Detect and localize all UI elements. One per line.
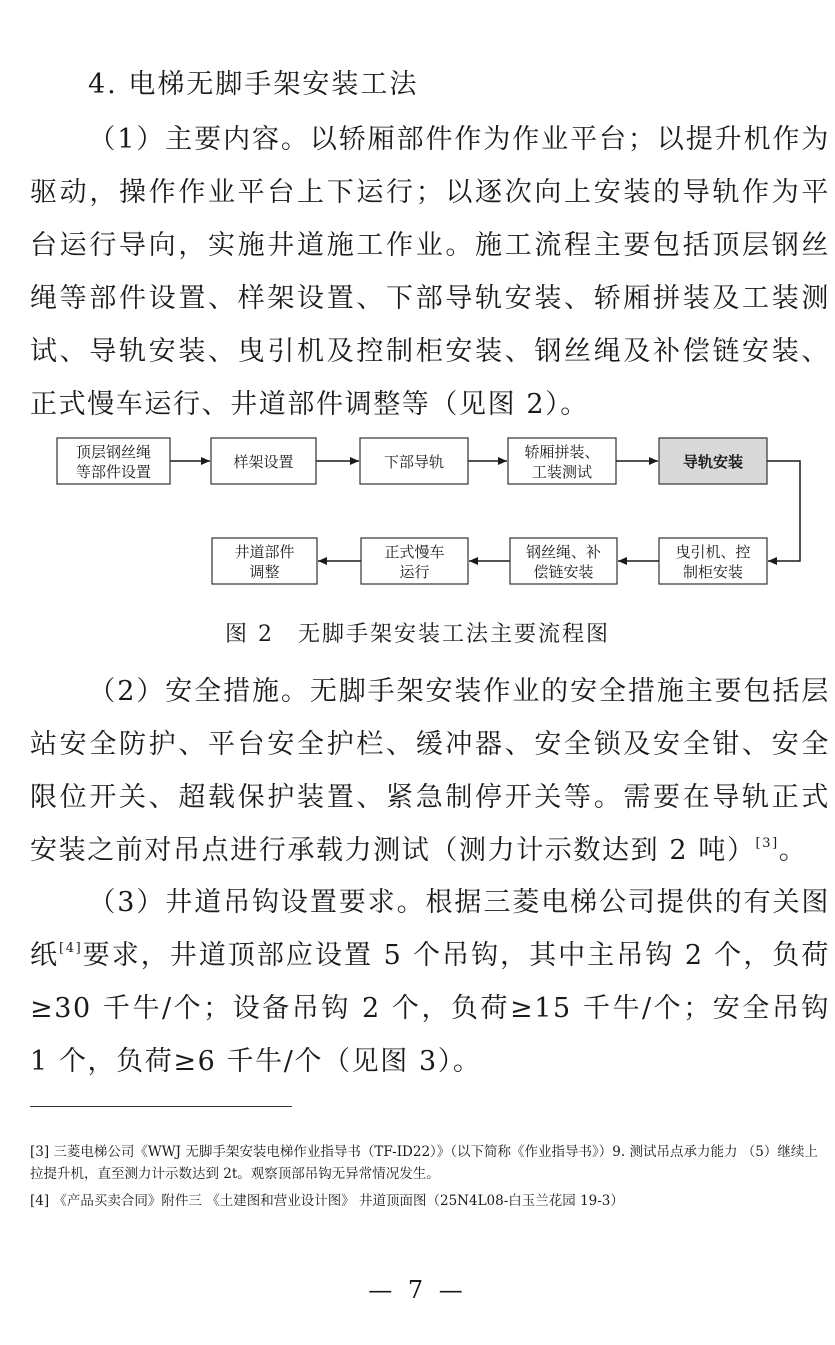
flow-step-slow-run: [361, 538, 468, 584]
flow-step-traction-machine: [659, 538, 767, 584]
figure-caption: 图 2 无脚手架安装工法主要流程图: [225, 622, 610, 647]
flow-step-label: 制柜安装: [682, 563, 744, 581]
flow-step-label: 样架设置: [233, 453, 294, 471]
flow-step-label: 钢丝绳、补: [525, 543, 602, 561]
flow-step-label: 偿链安装: [533, 563, 594, 581]
flow-step-label: 顶层钢丝绳: [75, 443, 152, 461]
footnote-divider: [30, 1106, 292, 1107]
flow-step-template-frame: [211, 438, 316, 484]
flow-step-car-assembly: [508, 438, 616, 484]
flow-step-label: 曳引机、控: [675, 543, 751, 561]
flow-step-label: 井道部件: [234, 543, 295, 561]
flow-step-label: 导轨安装: [682, 453, 744, 471]
flow-step-lower-rail: [360, 438, 468, 484]
paragraph-text-continued: 要求，井道顶部应设置 5 个吊钩，其中主吊钩 2 个，负荷≥30 千牛/个；设备吊钩 2 个，负荷≥15 千牛/个；安全吊钩 1 个，负荷≥6 千牛/个（见图 3）。: [30, 940, 830, 1077]
flow-step-label: 运行: [399, 563, 430, 581]
paragraph-text-end: 。: [778, 835, 808, 866]
paragraph-text: （3）井道吊钩设置要求。根据三菱电梯公司提供的有关图纸: [30, 887, 830, 971]
flow-step-rail-install: [659, 438, 767, 484]
flow-step-hoistway-adjust: [212, 538, 317, 584]
flowchart: [0, 430, 835, 590]
flow-step-label: 正式慢车: [384, 543, 445, 561]
flow-step-label: 下部导轨: [383, 453, 445, 471]
footnote-3: [3] 三菱电梯公司《WWJ 无脚手架安装电梯作业指导书（TF-ID22）》（以下简称《作业指导书》）9. 测试吊点承力能力 （5）继续上拉提升机，直至测力计示数达到 2t。观察顶部吊钩无异常情况发生。: [30, 1144, 818, 1182]
flow-step-label: 等部件设置: [75, 463, 152, 481]
section-heading: 4. 电梯无脚手架安装工法: [88, 69, 419, 100]
paragraph-hook-requirements: [30, 876, 830, 1088]
flow-step-label: 工装测试: [531, 463, 593, 481]
flow-step-label: 调整: [249, 563, 280, 581]
flow-arrow-connector: [767, 461, 800, 561]
footnote-4: [4] 《产品买卖合同》附件三 《土建图和营业设计图》 井道顶面图（25N4L08-白玉兰花园 19-3）: [30, 1193, 624, 1209]
page-number: — 7 —: [368, 1276, 467, 1304]
paragraph-main-content: [30, 113, 830, 431]
footnote-ref[interactable]: [4]: [59, 941, 83, 956]
flow-step-label: 轿厢拼装、: [524, 443, 600, 461]
flow-step-wire-rope: [510, 538, 617, 584]
footnote-ref[interactable]: [3]: [755, 836, 779, 851]
paragraph-text: （2）安全措施。无脚手架安装作业的安全措施主要包括层站安全防护、平台安全护栏、缓冲器、安全锁及安全钳、安全限位开关、超载保护装置、紧急制停开关等。需要在导轨正式安装之前对吊点进行承载力测试（测力计示数达到 2 吨）: [30, 676, 830, 866]
flow-step-top-rope: [57, 438, 170, 484]
paragraph-text: （1）主要内容。以轿厢部件作为作业平台；以提升机作为驱动，操作作业平台上下运行；以逐次向上安装的导轨作为平台运行导向，实施井道施工作业。施工流程主要包括顶层钢丝绳等部件设置、样架设置、下部导轨安装、轿厢拼装及工装测试、导轨安装、曳引机及控制柜安装、钢丝绳及补偿链安装、正式慢车运行、井道部件调整等（见图 2）。: [30, 124, 830, 420]
paragraph-safety-measures: [30, 665, 830, 877]
